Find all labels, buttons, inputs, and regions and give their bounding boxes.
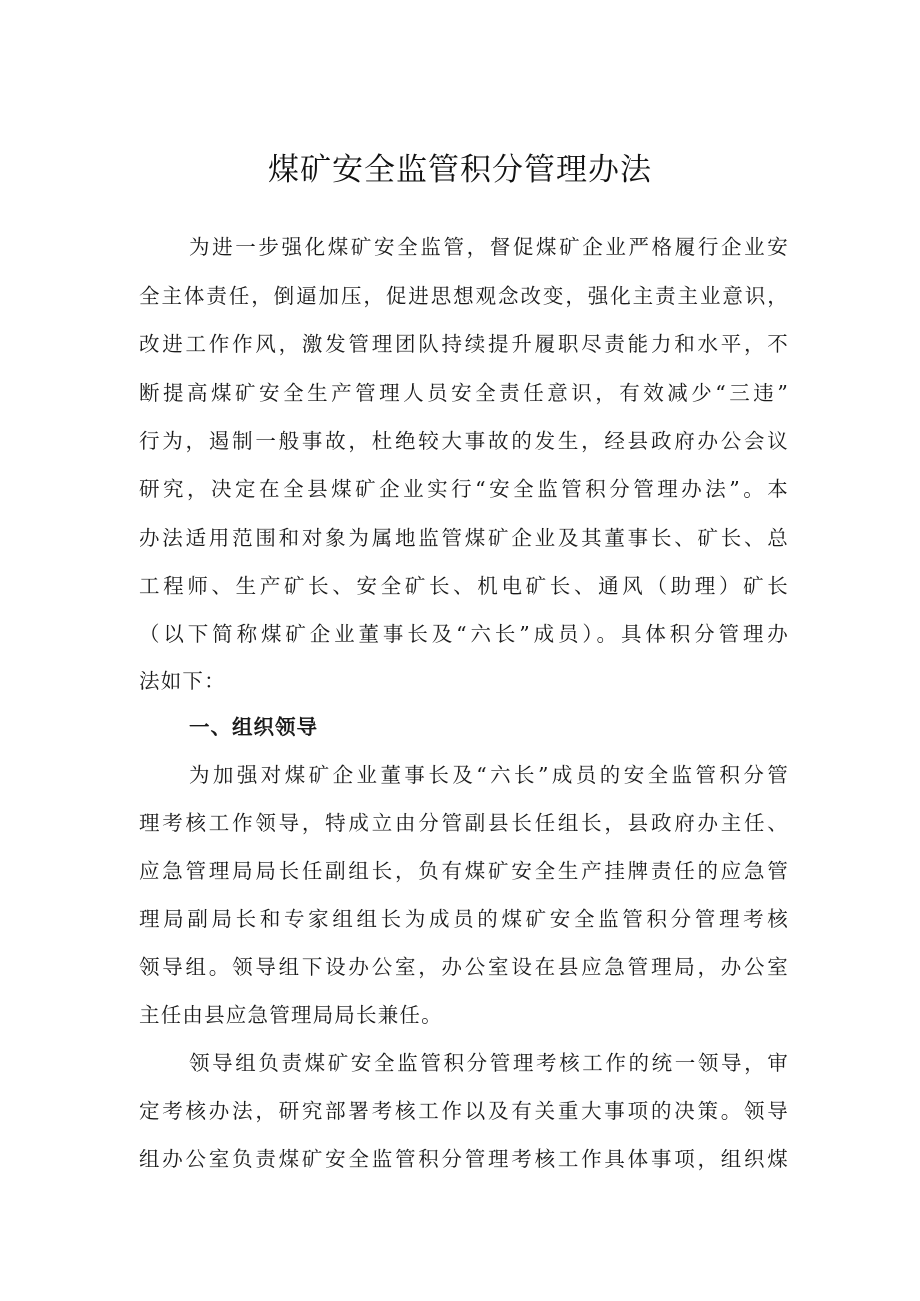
section1-para1-line: 应急管理局局长任副组长，负有煤矿安全生产挂牌责任的应急管: [139, 859, 789, 883]
intro-line: （以下简称煤矿企业董事长及“六长”成员）。具体积分管理办: [139, 622, 789, 646]
section1-para2-line: 定考核办法，研究部署考核工作以及有关重大事项的决策。领导: [139, 1099, 789, 1123]
intro-line: 办法适用范围和对象为属地监管煤矿企业及其董事长、矿长、总: [139, 526, 789, 550]
section1-para1-line: 理考核工作领导，特成立由分管副县长任组长，县政府办主任、: [139, 811, 789, 835]
document-title: 煤矿安全监管积分管理办法: [268, 152, 652, 188]
intro-line: 改进工作作风，激发管理团队持续提升履职尽责能力和水平，不: [139, 332, 789, 356]
intro-line: 行为，遏制一般事故，杜绝较大事故的发生，经县政府办公会议: [139, 429, 789, 453]
section1-para1-line: 领导组。领导组下设办公室，办公室设在县应急管理局，办公室: [139, 955, 789, 979]
section1-para2-line: 领导组负责煤矿安全监管积分管理考核工作的统一领导，审: [189, 1051, 789, 1075]
intro-line: 工程师、生产矿长、安全矿长、机电矿长、通风（助理）矿长: [139, 574, 789, 598]
intro-line: 法如下：: [139, 669, 226, 693]
intro-line: 为进一步强化煤矿安全监管，督促煤矿企业严格履行企业安: [189, 235, 789, 259]
section1-para1-line: 为加强对煤矿企业董事长及“六长”成员的安全监管积分管: [189, 763, 789, 787]
section-heading: 一、组织领导: [189, 715, 318, 739]
section1-para2-line: 组办公室负责煤矿安全监管积分管理考核工作具体事项，组织煤: [139, 1147, 789, 1171]
intro-line: 全主体责任，倒逼加压，促进思想观念改变，强化主责主业意识，: [139, 284, 789, 308]
section1-para1-line: 理局副局长和专家组组长为成员的煤矿安全监管积分管理考核: [139, 907, 789, 931]
intro-line: 断提高煤矿安全生产管理人员安全责任意识，有效减少“三违”: [139, 381, 789, 405]
section1-para1-line: 主任由县应急管理局局长兼任。: [139, 1003, 443, 1027]
intro-line: 研究，决定在全县煤矿企业实行“安全监管积分管理办法”。本: [139, 477, 789, 501]
